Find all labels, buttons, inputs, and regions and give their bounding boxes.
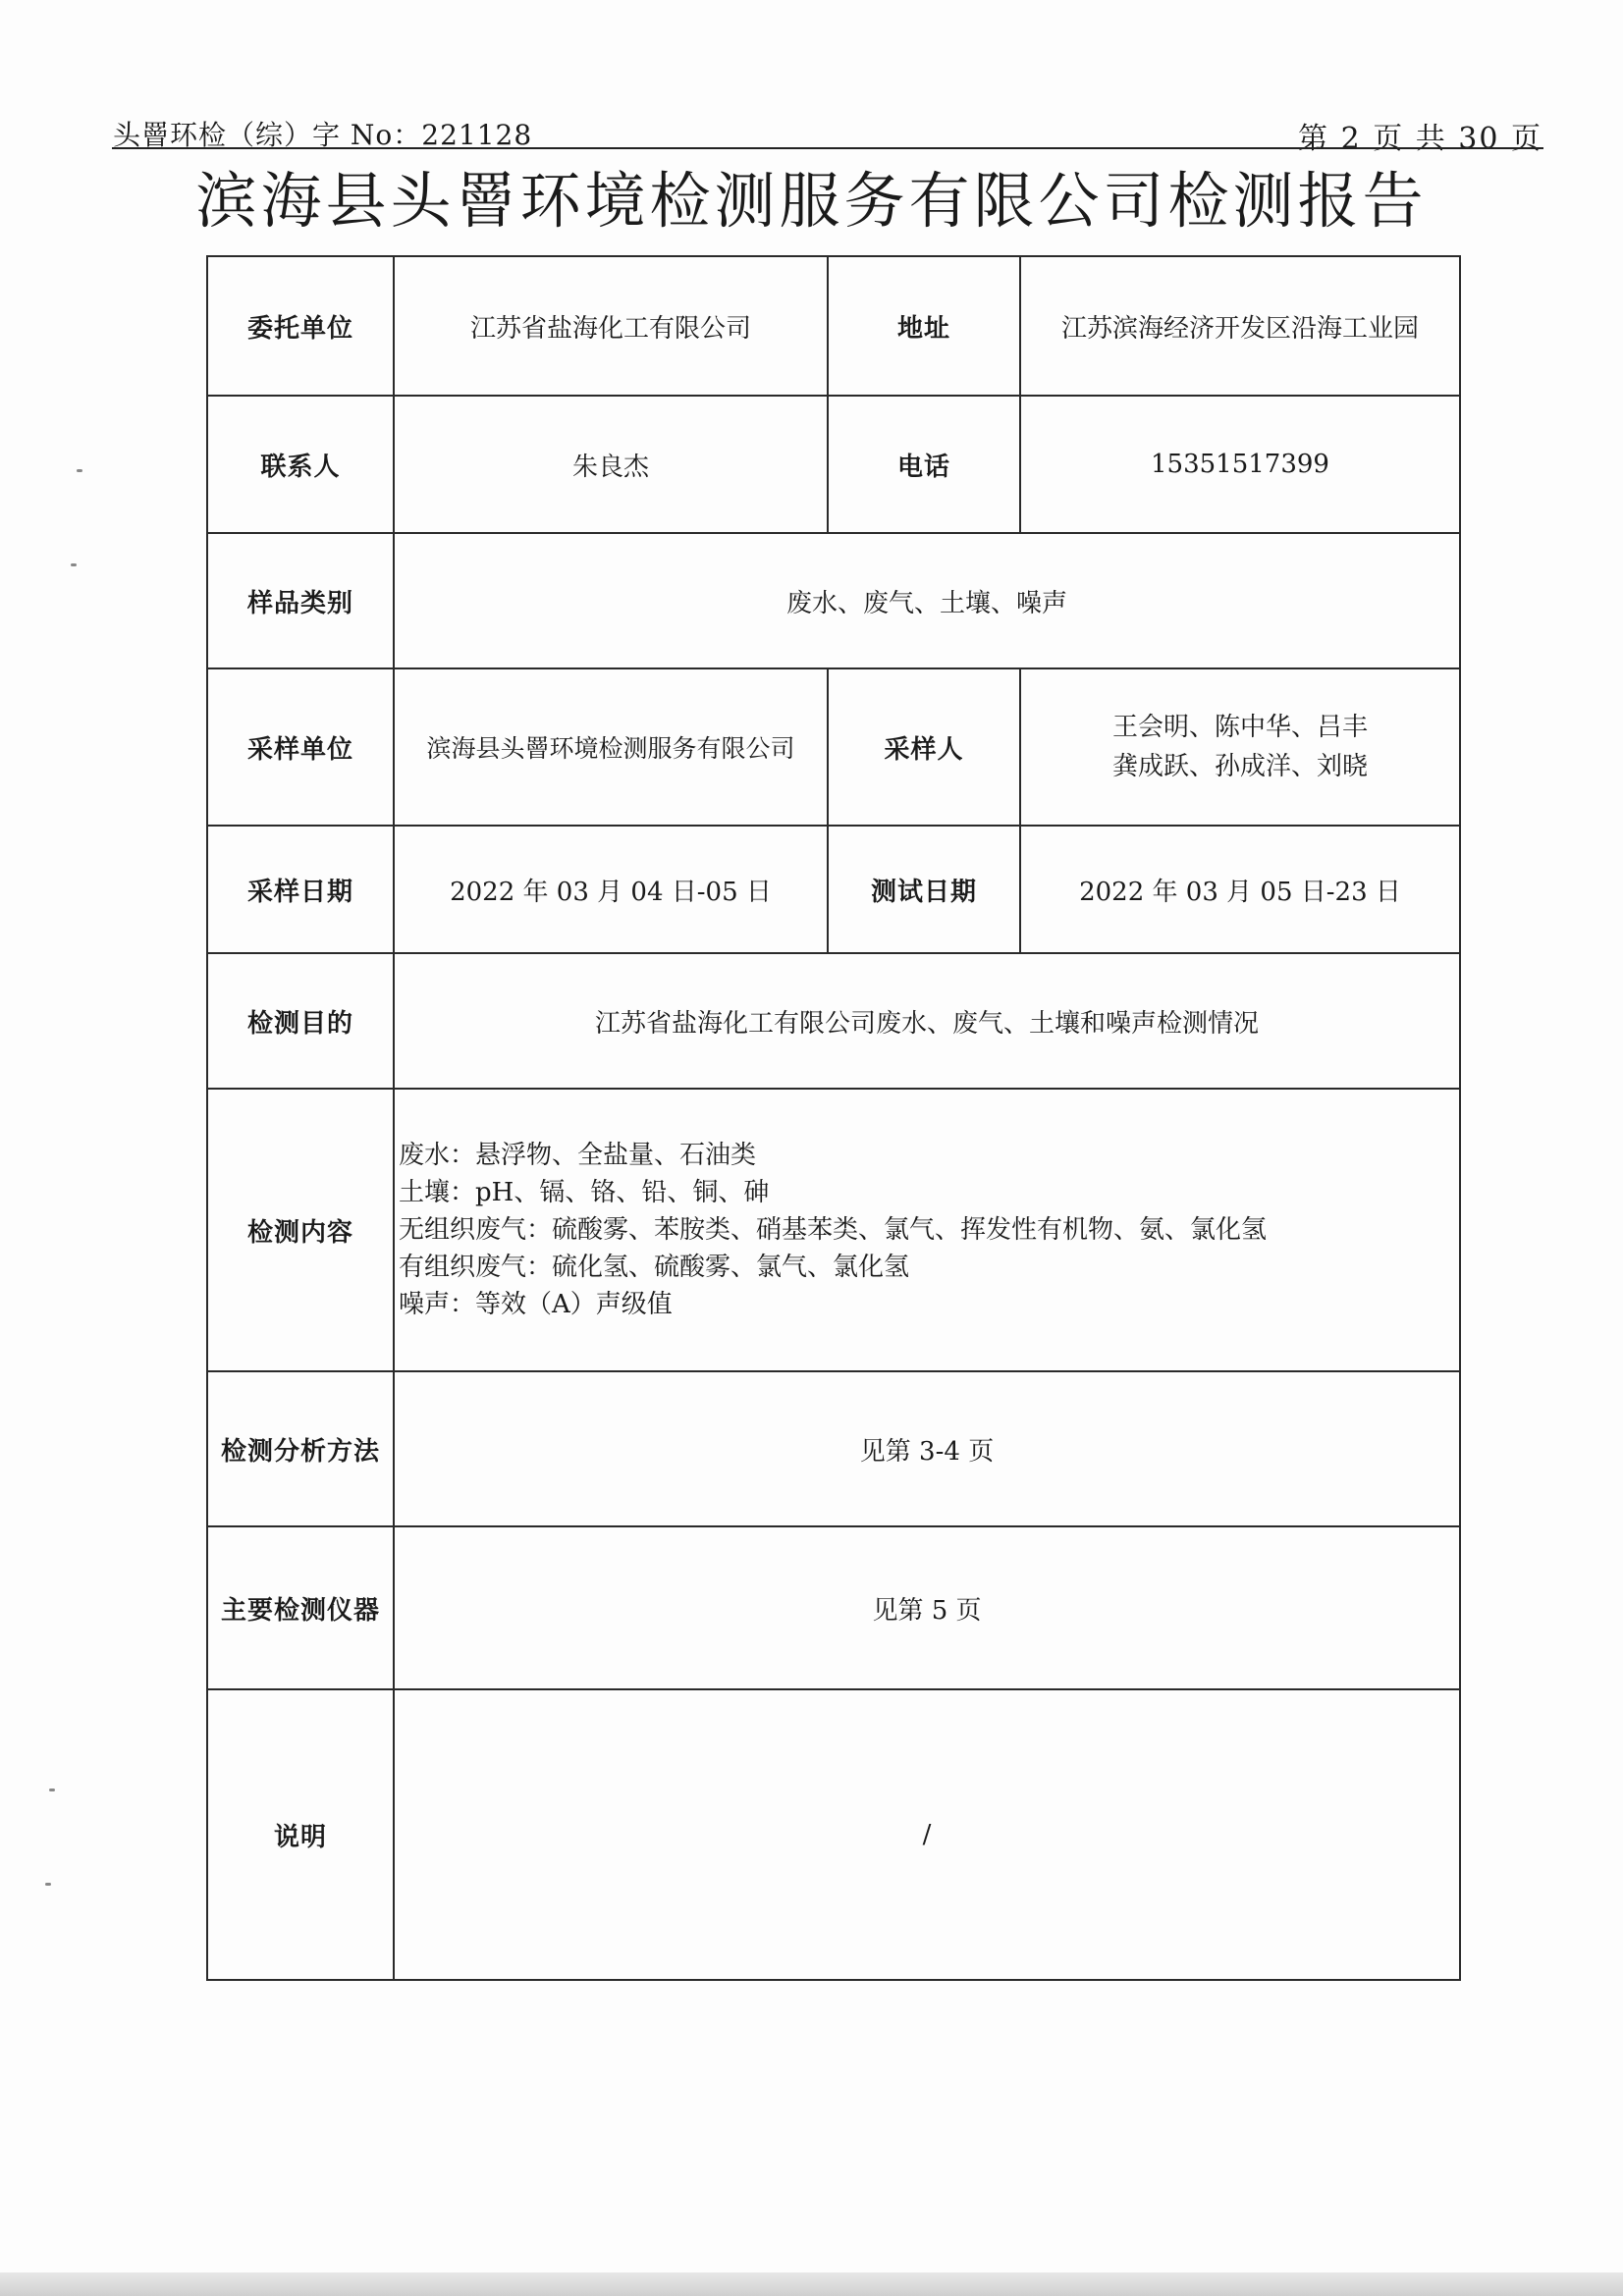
row-remark: [207, 1689, 1460, 1980]
content-line: 废水：悬浮物、全盐量、石油类: [399, 1141, 757, 1170]
test-date-label: 测试日期: [828, 826, 1020, 953]
content-line: 有组织废气：硫化氢、硫酸雾、氯气、氯化氢: [399, 1253, 910, 1282]
report-number: 头罾环检（综）字 No：221128: [113, 119, 533, 151]
scan-speck: [45, 1883, 51, 1886]
remark-label: 说明: [207, 1689, 394, 1980]
scan-speck: [71, 563, 77, 566]
content-label: 检测内容: [207, 1089, 394, 1371]
remark-value: /: [394, 1689, 1460, 1980]
row-purpose: [207, 953, 1460, 1089]
sampling-date-label: 采样日期: [207, 826, 394, 953]
row-instrument: [207, 1526, 1460, 1689]
contact-label: 联系人: [207, 396, 394, 533]
client-value: 江苏省盐海化工有限公司: [394, 256, 828, 396]
purpose-label: 检测目的: [207, 953, 394, 1089]
sampling-unit-value: 滨海县头罾环境检测服务有限公司: [394, 668, 828, 826]
method-value: 见第 3-4 页: [394, 1371, 1460, 1526]
page-indicator: 第 2 页 共 30 页: [1298, 122, 1542, 156]
row-sample-type: [207, 533, 1460, 668]
report-title: [0, 152, 1623, 240]
row-dates: [207, 826, 1460, 953]
content-line: 噪声：等效（A）声级值: [399, 1290, 673, 1319]
sampling-unit-label: 采样单位: [207, 668, 394, 826]
scan-speck: [77, 469, 82, 472]
address-label: 地址: [828, 256, 1020, 396]
row-client: [207, 256, 1460, 396]
sample-type-label: 样品类别: [207, 533, 394, 668]
sampler-label: 采样人: [828, 668, 1020, 826]
sampler-line-1: 王会明、陈中华、吕丰: [1111, 713, 1368, 742]
phone-value: 15351517399: [1020, 396, 1460, 533]
sample-type-value: 废水、废气、土壤、噪声: [394, 533, 1460, 668]
phone-label: 电话: [828, 396, 1020, 533]
scan-speck: [49, 1789, 55, 1791]
report-info-table: [206, 255, 1461, 1981]
content-line: 土壤：pH、镉、铬、铅、铜、砷: [399, 1178, 770, 1207]
row-sampling-unit: [207, 668, 1460, 826]
test-date-value: 2022 年 03 月 05 日-23 日: [1020, 826, 1460, 953]
report-title-text: 滨海县头罾环境检测服务有限公司检测报告: [195, 165, 1428, 237]
row-content: [207, 1089, 1460, 1371]
row-method: [207, 1371, 1460, 1526]
contact-value: 朱良杰: [394, 396, 828, 533]
content-line: 无组织废气：硫酸雾、苯胺类、硝基苯类、氯气、挥发性有机物、氨、氯化氢: [399, 1215, 1268, 1245]
sampling-date-value: 2022 年 03 月 04 日-05 日: [394, 826, 828, 953]
method-label: 检测分析方法: [207, 1371, 394, 1526]
client-label: 委托单位: [207, 256, 394, 396]
row-contact: [207, 396, 1460, 533]
content-value: [394, 1089, 1460, 1371]
sampler-value: [1020, 668, 1460, 826]
address-value: 江苏滨海经济开发区沿海工业园: [1020, 256, 1460, 396]
purpose-value: 江苏省盐海化工有限公司废水、废气、土壤和噪声检测情况: [394, 953, 1460, 1089]
header-rule: [112, 147, 1543, 149]
instrument-label: 主要检测仪器: [207, 1526, 394, 1689]
scan-bottom-edge: [0, 2272, 1623, 2296]
instrument-value: 见第 5 页: [394, 1526, 1460, 1689]
sampler-line-2: 龚成跃、孙成洋、刘晓: [1111, 752, 1368, 781]
